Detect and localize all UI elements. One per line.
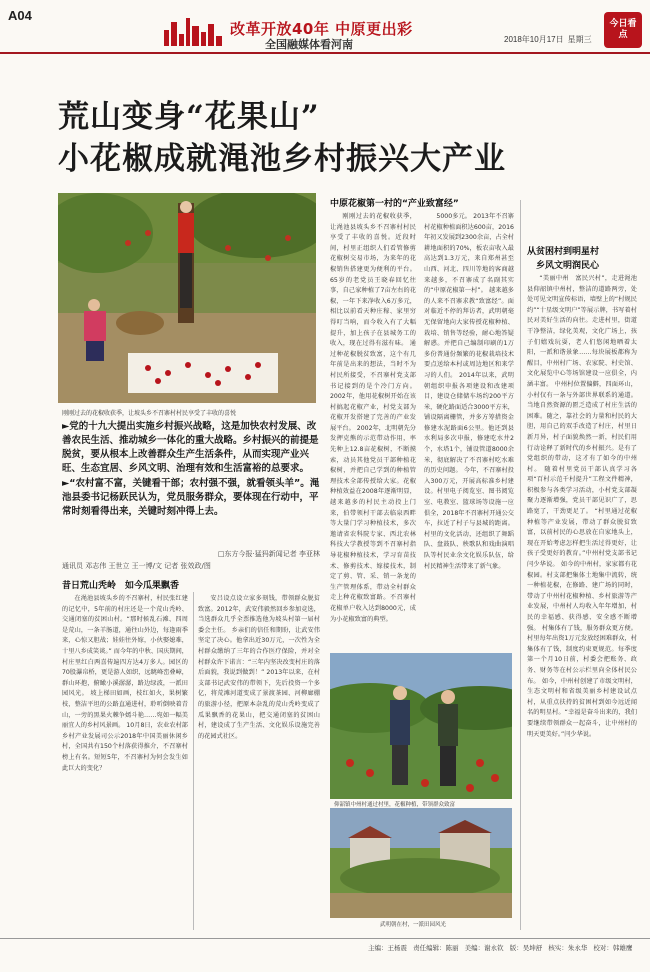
lead-paragraphs: [62, 420, 320, 520]
credit-duty-editor: 责任编辑：陈丽: [413, 944, 459, 952]
photo-b-caption: 仰韶镇中州村通过村里，花椒种植，带领群众致富: [334, 802, 456, 808]
main-photo-caption: 刚刚过去的花椒收获季，让坡头乡不召寨村村民享受了丰收的喜悦: [62, 410, 237, 417]
column-2-text: 安吕设点设立家多刻钱，带领群众脱贫致富。2012年，武安伟毅然回乡参加竞选，当选群众几乎全票推选他为坡头村第一届村委会主任。 乡亲们的信任和期盼，让武安伟坚定了决心。他拿出近30万元，一次性为全村群众缴纳了三年的合作医疗保险，并对全村群众许下诺言：“三年内坚决改变村庄的落后面貌，我说到做到！” 2013年以来，在村支部书记武安伟的带领下，先后投资一个多亿，将荒滩河道变成了景渡茶园、河柳廊棚的旅游小径，把原本杂乱的荒山秃岭变成了瓜果飘香的花果山，把交通闭塞的贫困山村，建设成了生产生活、文化娱乐设施完善的花园式社区。: [198, 595, 320, 740]
credit-layout: 版：吴坤舒: [509, 944, 543, 952]
byline-line2: 通讯员 邓志伟 王世立 王一博/文 记者 张效政/图: [62, 562, 211, 570]
lead-p2: ►“农村富不富，关键看干部；农村强不强，就看领头羊”。渑池县委书记杨跃民认为，党员服务群众，要体现在行动中，平常时刻看得出来，关键时刻冲得上去。: [62, 478, 320, 517]
footer-credits: [368, 943, 648, 952]
photo-c-caption: 武明朝在村，一派田园风光: [380, 922, 447, 928]
masthead-subtitle: 全国融媒体看河南: [265, 38, 353, 51]
city-skyline-icon: [162, 14, 224, 46]
column-5-text: “美丽中州 富民兴村”，走进渑池县仰韶镇中州村，整洁的道路两旁，处处可见文明宣传标语，墙壁上的“村规民约”“十星级文明户”等展示牌，书写着村民对美好生活的向往。走进村里，街道干净整洁，绿化美观，文化广场上，孩子们嬉戏玩耍，老人们悠闲地晒着太阳，一派和谐景象……每块展板都称为醒目，中州村广场、农家院、村史馆、文化展览中心等场馆建设一应俱全，内涵丰富。 中州村位置偏僻，四面环山，小村仅有一条与外部世界联系的通道。当地自然资源的匮乏造成了村庄生活的困难。随之，靠社会的力量和村民的大胆，用自己的双手改造了村庄，村里日新月异，村子面貌焕然一新，村民们用行动诠释了新时代的乡村振兴。是有了党组织的带动，这才有了如今的中州村。 随着村里党员干部认真学习各项“百村示范千村提升”工程文件精神，积极参与各类学习活动，小村党支部凝聚力逐渐增强，党员干部见识广了，思路宽了，干劲更足了。 “村里通过花椒种植等产业发展，带动了群众脱贫致富，以前村民的心思放在自家地头上，现在开始考虑怎样把生活过得更好，让孩子受更好的教育。”中州村党支部书记闫少华说。 如今的中州村，家家都有花椒园。村支部把集体土地集中流转，统一种植花椒，在修路、建广场的同时，带动了中州村花椒种植、乡村旅游等产业发展，中州村人均收入年年增加，村民的幸福感、获得感、安全感不断增强。 村集体有了钱，服务群众更方便。村里每年出资1万元发放经困难群众，村集体有了钱，制度约束更规范。每季度第一个月10日前，村委会把账务、政务、财务等在村公示栏里向全体村民公布。 如今，中州村创建了市级文明村，生态文明村和省级美丽乡村建设试点村，从重点扶持的贫困村到如今远近闻名的明星村。“幸福是奋斗出来的，我们要继续带领群众一起奋斗，让中州村的明天更美好。”闫少华说。: [527, 275, 637, 738]
section-head-5: 从贫困村到明星村: [527, 247, 600, 257]
text-column-1: [62, 594, 188, 930]
paper-logo: 今日看点: [604, 12, 642, 48]
text-column-2: [198, 594, 320, 930]
column-1-text: 在渑池县坡头乡的不召寨村，村民张红建的记忆中，5年前的村庄还是一个荒山秃岭、交通闭塞的贫困山村。“那时候乱石滩、四周是荒山，一条羊肠道，通往山外边，每逢雨季来，心惊又胆战；娃娃往外嫁，小伙娶媳难，十里八乡成笑谈。” 而今年的中秋、国庆期间，村庄里红白两喜传遍四方达4万多人。园区的70股瀑帛桥，更是游人如织，远眺峰峦叠嶂，群山环抱，俯瞰小溪潺潺，路边绿波，一派田园风光。 坡上梯田如画，枝红如火，果树繁枝，整洁平坦的公路直通进村，聆听倒映着青山，一旁的黑果火棘争嫣斗艳……宛如一幅美丽宜人的乡村风景画。 10月8日，农业农村部乡村产业发展司公示2018年中国美丽休闲乡村，全国共有150个村落获得推介，不召寨村榜上有名。短短5年，不召寨村为何会发生如此巨大的变化？: [62, 595, 188, 772]
slogan: 改革开放40年 中原更出彩: [230, 20, 413, 38]
byline-line1: □东方今报·猛犸新闻记者 李亚林: [217, 550, 320, 558]
section-head-5b: 乡风文明润民心: [536, 261, 600, 271]
credit-check: 校对：韩雄鹰: [593, 944, 633, 952]
byline: [62, 548, 320, 572]
date-text: 2018年10月17日: [504, 35, 564, 44]
footer-rule: [0, 938, 650, 939]
farmers-photo: [330, 653, 512, 799]
harvest-photo: [58, 193, 316, 403]
headline: [58, 96, 628, 180]
weekday-text: 星期三: [567, 35, 592, 44]
section-head-3: 中原花椒第一村的“产业致富经”: [330, 199, 459, 209]
masthead-rule: [0, 52, 650, 54]
section-head-1: 昔日荒山秃岭 如今瓜果飘香: [62, 581, 180, 591]
text-column-4: [424, 212, 514, 650]
village-photo: [330, 808, 512, 918]
credit-art: 美编：谢永钦: [464, 944, 504, 952]
headline-line1: 荒山变身“花果山”: [58, 99, 320, 135]
column-divider-right: [520, 200, 521, 930]
lead-p1: ►党的十九大提出实施乡村振兴战略，这是加快农村发展、改善农民生活、推动城乡一体化的重大战略。乡村振兴的前提是脱贫，要从根本上改善群众生产生活条件，从而实现产业兴旺、生态宜居、乡风文明、治理有效和生活富裕的总要求。: [62, 421, 319, 474]
column-3-text: 刚刚过去的花椒收获季，让渑池县坡头乡不召寨村村民享受了丰收的喜悦。近段时间，村里正组织人们看管修剪花椒树交易市场，为来年的花椒销售搭建更为便利的平台。 65岁的老党员王晓春回忆往事，自己家种植了7亩左右的花椒，一年下来净收入6万多元，相比以前看天种庄稼、家里穷得叮当响，而今收入有了大幅提升，加上孩子在县城务工的收入，现在过得有滋有味。 通过种花椒脱贫致富，这个有几年前是出来的想法，当时不为村民所接受，不召寨村党支部书记接到的是个冷门方向。2002年，他用花椒树开始在该村搞起花椒产业，村党支部为花椒开发搭建了完善的产业发展平台。 2002年，北明朝先分发押克熊的示范带动作用，率先种上12.8亩花椒树，不断摸索，动员其他党员干部种植花椒树，并把自己学到的种植管理技术全部传授给大家。花椒种植效益在2008年逐渐明显，越来越多的村民主动投上门来，伯带领村干部去临泉西畔等大量门学习种植技术，多次邀请省农科院专家、西北农林科技大学教授等到不召寨村指导花椒种植技术，学习育苗技术、修剪技术、嫁接技术，制定了剪、管、采、销一条龙的生产管理体系，带动全村群众走上种花椒致富路。不召寨村花椒单户收入达到8000元，成为小花椒致富的典型。: [330, 213, 416, 623]
issue-date: [500, 34, 592, 45]
credit-editor: 主编：王杨震: [368, 944, 407, 952]
column-4-text: 5000多元。 2013年不召寨村花椒种植面积达600亩，2016年初又发展到2300余亩，占全村耕地面积的70%，板农亩收入最高达到1.3万元，来自郑州甚至山西、河北、四川等地的客商越来越多，不召寨成了名副其实的“中原花椒第一村”。 越来越多的人来不召寨求教“致富经”。面对临近不停的拜访者，武明朝毫无保留地向大家传授花椒种植、栽培、销售等经验，耐心地答疑解惑。并把自己编制印刷的1万多份普通份频繁的花椒栽培技术要点送给本村或周边地区和来学习的人们。 2014年以来，武明朝组织申报各项建设和改建项目，建设仓储储车场约200平方米，硬化路面适合3000平方米，铺设隔离栅管，并多方筹措资金修建水泥路面6公里。他还到县水利局多次申报，修建吃水井2个，水塔1个，铺设管道8000余米，彻底解决了不召寨村吃水难的历史问题。 今年，不召寨村投入300万元，开展高标准乡村建设。村里电子阅览室、图书阅览室、电教室、篮球场等设施一应俱全，2018年不召寨村开通公交车，拉近了村子与县城的距离。村里的文化活动，还组织了舞蹈队、盘鼓队、秧歌队和戏曲演唱队等村民业余文化娱乐队伍，给村民精神生活带来了新气象。: [424, 213, 514, 570]
column-divider: [193, 592, 194, 930]
page-number: A04: [8, 8, 32, 23]
headline-line2: 小花椒成就渑池乡村振兴大产业: [58, 141, 506, 177]
credit-proof: 核实：朱永华: [548, 944, 588, 952]
text-column-5: [527, 274, 637, 932]
text-column-3: [330, 212, 416, 650]
